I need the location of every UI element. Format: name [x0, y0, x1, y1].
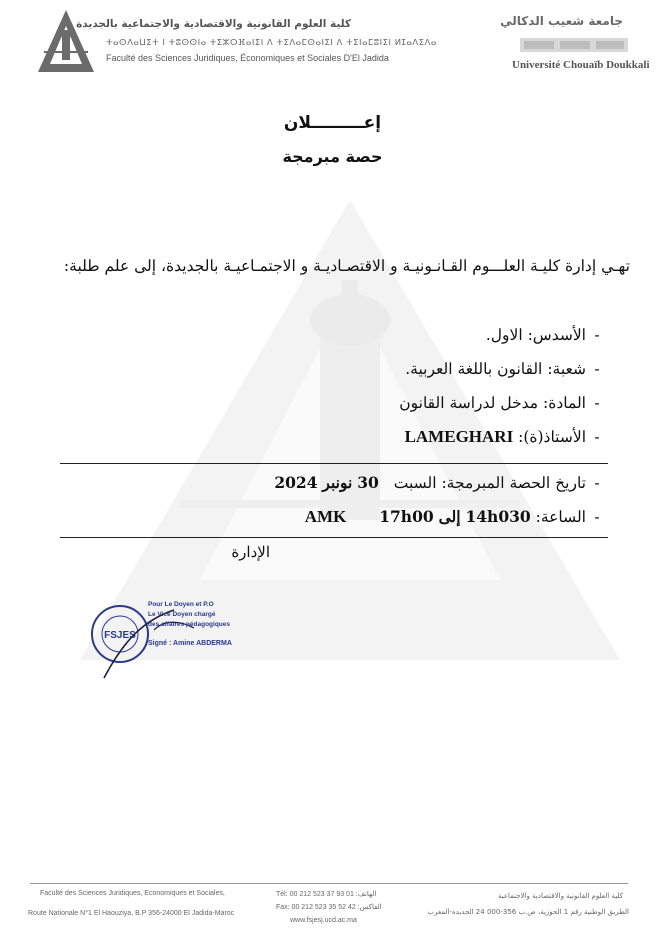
professor-name: LAMEGHARI: [404, 427, 514, 446]
date-year: 2024: [274, 473, 318, 492]
announcement-subtitle: حصة مبرمجة: [282, 147, 383, 166]
faculty-name-fr: Faculté des Sciences Juridiques, Économiques et Sociales D'El Jadida: [106, 53, 389, 63]
footer-fax: Fax: 00 212 523 35 52 42 :الفاكس: [276, 904, 382, 911]
item-label: الأستاذ(ة):: [518, 428, 586, 446]
administration-signature: الإدارة: [231, 543, 270, 561]
item-value: الاول.: [485, 326, 523, 344]
university-emblem-icon: [520, 34, 628, 56]
item-label: شعبة:: [547, 360, 586, 378]
university-name-ar: جامعة شعيب الدكالي: [500, 14, 623, 28]
footer-website: www.fsjesj.ucd.ac.ma: [290, 917, 357, 924]
item-value: القانون باللغة العربية.: [405, 360, 543, 378]
footer-ar-line2: الطريق الوطنية رقم 1 الحوزية، ص.ب 356-000 24 الجديدة-المغرب: [427, 908, 629, 916]
footer-fr-line2: Route Nationale N°1 El Haouziya, B.P 356-24000 El Jadida-Maroc: [28, 910, 235, 917]
schedule-time-row: -الساعة: 14h030 إلى 17h00 AMK: [304, 507, 600, 526]
list-item: -الأسدس: الاول.: [485, 326, 600, 344]
date-day: السبت: [393, 474, 437, 492]
time-from: 14h030: [465, 507, 531, 526]
divider: [60, 537, 608, 538]
footer-ar-line1: كلية العلوم القانونية والاقتصادية والاجتماعية: [497, 892, 623, 900]
item-label: الأسدس:: [527, 326, 586, 344]
announcement-title: إعـــــــــلان: [283, 113, 382, 133]
schedule-list: [60, 466, 608, 534]
faculty-name-ar: كلية العلوم القانونية والاقتصادية والاجتماعية بالجديدة: [76, 18, 351, 30]
schedule-date-row: -تاريخ الحصة المبرمجة: السبت 30 نونبر 2024: [274, 473, 600, 492]
info-list: [60, 318, 608, 454]
date-label: تاريخ الحصة المبرمجة:: [441, 474, 586, 492]
stamp-line: Le Vice Doyen chargé: [148, 611, 216, 618]
footer-divider: [30, 883, 628, 884]
time-to-word: إلى: [438, 507, 461, 526]
time-label: الساعة:: [535, 508, 586, 526]
footer-fr-line1: Faculté des Sciences Juridiques, Economiques et Sociales,: [40, 890, 225, 897]
intro-paragraph: تهـي إدارة كليـة العلـــوم القـانـونيـة و الاقتصـاديـة و الاجتمـاعيـة بالجديدة، إلى علم طلبة:: [63, 257, 630, 275]
list-item: -شعبة: القانون باللغة العربية.: [405, 360, 600, 378]
item-label: المادة:: [543, 394, 586, 412]
university-name-fr: Université Chouaïb Doukkali: [512, 59, 650, 71]
stamp-line: des affaires pédagogiques: [148, 621, 230, 628]
faculty-name-tifinagh: ⵜⴰⵙⴷⴰⵡⵉⵜ ⵏ ⵜⵓⵙⵙⵏⴰ ⵜⵉⵣⵔⴼⴰⵏⵉⵏ ⴷ ⵜⵉⴷⴰⵎⵙⴰⵏⵉⵏ ⴷ ⵜⵉⵏⴰⵎⵓⵏⵉⵏ ⵍⵊⴰⴷⵉⴷⴰ: [106, 38, 437, 48]
list-item: -الأستاذ(ة): LAMEGHARI: [404, 427, 600, 446]
footer-tel: Tél: 00 212 523 37 93 01 :الهاتف: [276, 891, 377, 898]
svg-text:FSJES: FSJES: [104, 630, 136, 641]
item-value: مدخل لدراسة القانون: [399, 394, 539, 412]
list-item: -المادة: مدخل لدراسة القانون: [399, 394, 600, 412]
time-to: 17h00: [379, 507, 434, 526]
stamp-signed: Signé : Amine ABDERMA: [148, 640, 232, 647]
date-day-number: 30: [357, 473, 379, 492]
room-code: AMK: [304, 507, 347, 526]
divider: [60, 463, 608, 464]
stamp-line: Pour Le Doyen et P.O: [148, 601, 214, 608]
date-month: نونبر: [322, 473, 353, 492]
